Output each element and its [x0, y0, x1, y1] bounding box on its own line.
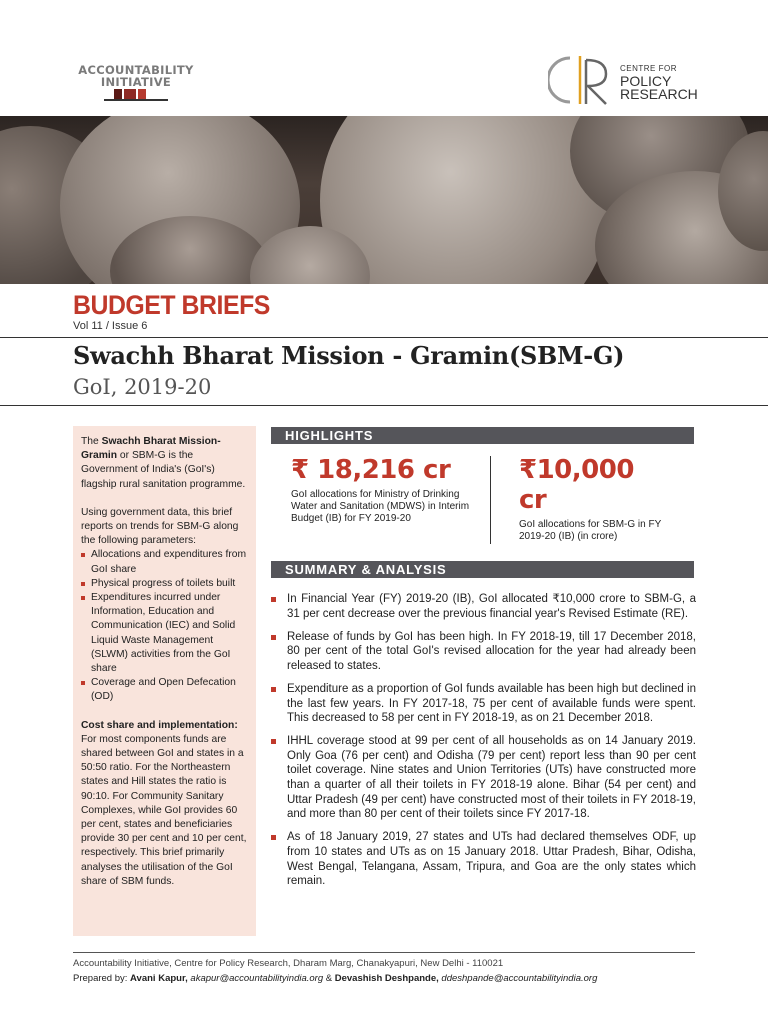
divider: [0, 405, 768, 406]
cpr-emblem-icon: [548, 50, 618, 110]
footer-credits: Prepared by: Avani Kapur, akapur@accountabilityindia.org & Devashish Deshpande, ddeshpande@accountabilityindia.org: [73, 973, 598, 984]
author-name: Devashish Deshpande,: [334, 973, 439, 984]
divider: [73, 952, 695, 953]
summary-item: IHHL coverage stood at 99 per cent of all households as on 14 January 2019. Only Goa (76 per cent) and Odisha (79 per cent) report less than 90 per cent toilet coverage. Nine states and Union Territories (UTs) have constructed more than a quarter of all their toilets in FY 2018-19 alone. Bihar (54 per cent) and Uttar Pradesh (49 per cent) have constructed most of their toilets in FY 2018-19, and more than 80 per cent of their toilets since FY 2017-18.: [271, 734, 696, 822]
highlight-description: GoI allocations for SBM-G in FY 2019-20 (IB) (in crore): [519, 519, 662, 542]
logo-text-line1: ACCOUNTABILITY: [78, 63, 194, 77]
cpr-text-line2: POLICY: [620, 73, 672, 89]
series-title: BUDGET BRIEFS: [73, 290, 270, 320]
list-item: Physical progress of toilets built: [81, 577, 249, 591]
footer-address: Accountability Initiative, Centre for Policy Research, Dharam Marg, Chanakyapuri, New Delhi - 110021: [73, 958, 504, 969]
accountability-initiative-logo: [74, 64, 198, 103]
books-icon: [74, 85, 198, 103]
highlight-item: [519, 455, 669, 543]
list-item: Expenditures incurred under Information, Education and Communication (IEC) and Solid Liquid Waste Management (SLWM) activities from the GoI share: [81, 591, 249, 676]
list-item: Coverage and Open Defecation (OD): [81, 676, 249, 704]
summary-heading: SUMMARY & ANALYSIS: [271, 561, 694, 578]
cpr-text-line3: RESEARCH: [620, 86, 698, 102]
divider: [490, 456, 491, 544]
logo-text-line2: INITIATIVE: [100, 75, 172, 89]
parameters-list: [81, 548, 249, 704]
summary-list: [271, 592, 696, 897]
coins-banner-image: [0, 116, 768, 284]
author-email[interactable]: akapur@accountabilityindia.org: [187, 973, 324, 984]
author-name: Avani Kapur,: [130, 973, 188, 984]
summary-item: In Financial Year (FY) 2019-20 (IB), GoI allocated ₹10,000 crore to SBM-G, a 31 per cent decrease over the previous financial year's Revised Estimate (RE).: [271, 592, 696, 621]
cost-share-paragraph: Cost share and implementation: For most components funds are shared between GoI and states in a 50:50 ratio. For the Northeastern states and Hill states the ratio is 90:10. For Community Sanitary Complexes, while GoI provides 60 per cent, states and beneficiaries provide 30 per cent and 10 per cent, respectively. This brief primarily analyses the utilisation of the GoI share of SBM funds.: [81, 719, 247, 887]
intro-paragraph: The Swachh Bharat Mission-Gramin or SBM-G is the Government of India's (GoI's) flagship rural sanitation programme.: [81, 436, 246, 490]
cpr-logo: [548, 50, 708, 110]
divider: [0, 337, 768, 338]
page-subtitle: GoI, 2019-20: [73, 375, 212, 399]
volume-issue: Vol 11 / Issue 6: [73, 320, 148, 332]
cost-share-heading: Cost share and implementation:: [81, 719, 238, 731]
parameters-intro: Using government data, this brief reports on trends for SBM-G along the following parameters:: [81, 506, 239, 547]
summary-item: As of 18 January 2019, 27 states and UTs had declared themselves ODF, up from 10 states and UTs as on 15 January 2018. Uttar Pradesh, Bihar, Odisha, West Bengal, Telangana, Assam, Tripura, and Goa are the only states which remain.: [271, 830, 696, 888]
summary-item: Release of funds by GoI has been high. In FY 2018-19, till 17 December 2018, 80 per cent of the total GoI's revised allocation for the year had already been released to states.: [271, 630, 696, 674]
highlight-value: ₹10,000 cr: [519, 455, 634, 515]
highlight-description: GoI allocations for Ministry of Drinking Water and Sanitation (MDWS) in Interim Budget (IB) for FY 2019-20: [291, 489, 470, 524]
highlights-heading: HIGHLIGHTS: [271, 427, 694, 444]
cpr-text-line1: CENTRE FOR: [620, 64, 677, 73]
author-email[interactable]: ddeshpande@accountabilityindia.org: [438, 973, 598, 984]
intro-sidebar: [73, 426, 256, 936]
highlight-item: [291, 455, 471, 525]
page-title: Swachh Bharat Mission - Gramin(SBM-G): [73, 341, 625, 370]
highlight-value: ₹ 18,216 cr: [291, 455, 451, 485]
intro-bold: Swachh Bharat Mission-Gramin: [81, 436, 221, 462]
summary-item: Expenditure as a proportion of GoI funds available has been high but declined in the last few years. In FY 2017-18, 75 per cent of available funds were spent. This decreased to 58 per cent in FY 2018-19, as on 21 December 2018.: [271, 682, 696, 726]
list-item: Allocations and expenditures from GoI share: [81, 548, 249, 576]
